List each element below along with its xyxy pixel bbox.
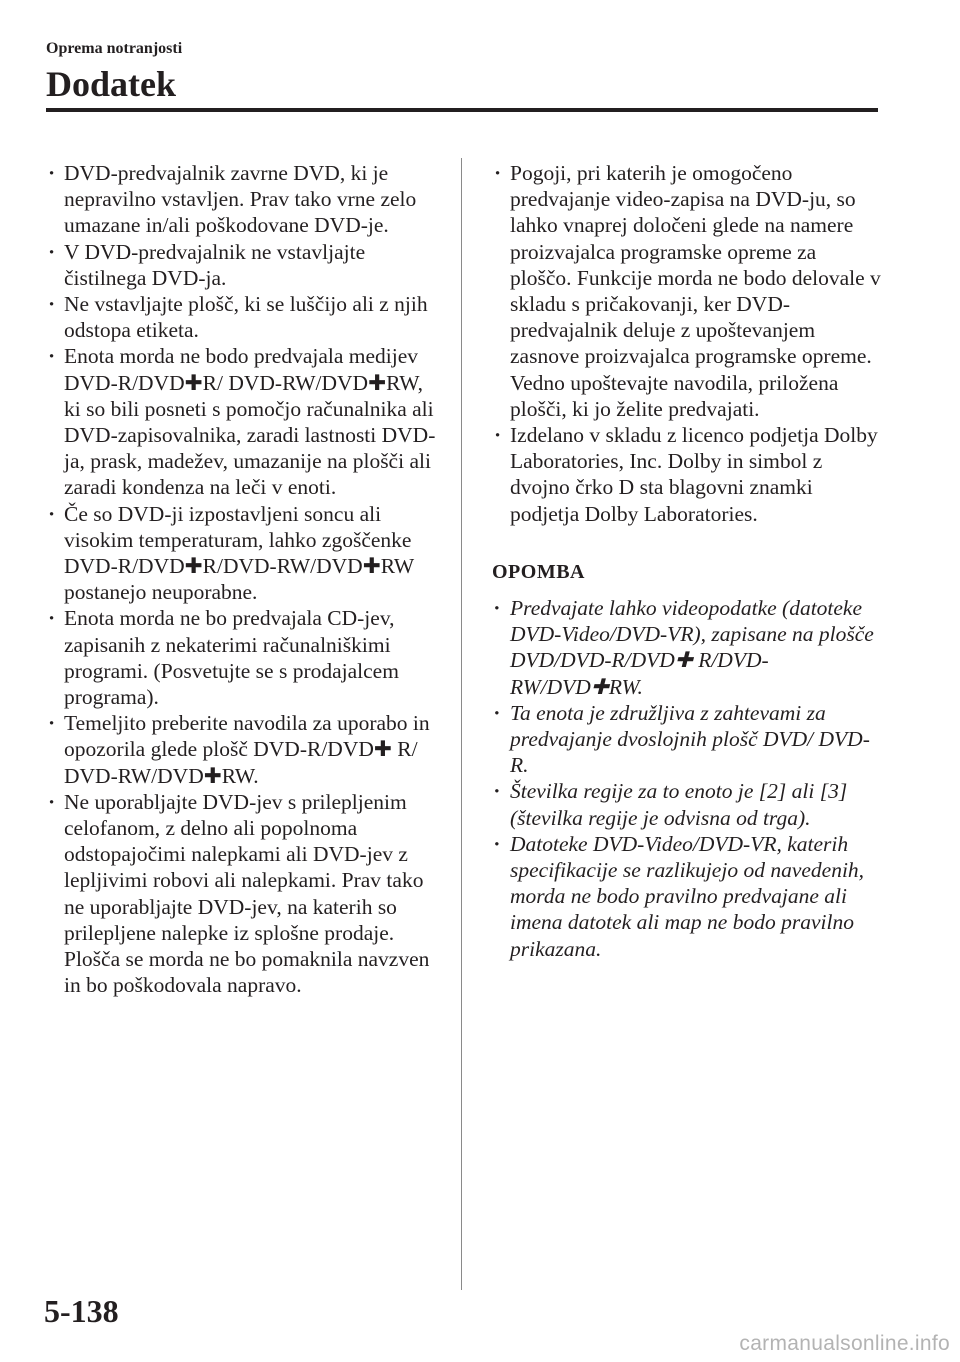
page-header — [46, 40, 878, 106]
note-list — [492, 595, 882, 962]
list-item: · Ne uporabljajte DVD-jev s prilepljenim celofanom, z delno ali popolnoma odstopajočimi nalepkami ali DVD-jev z lepljivimi robovi ali nalepkami. Prav tako ne uporabljajte DVD-jev, na katerih so prilepljene nalepke iz splošne prodaje. Plošča se morda ne bo pomaknila navzven in bo poškodovala napravo. — [46, 789, 442, 999]
left-bullet-list — [46, 160, 442, 999]
note-item: · Številka regije za to enoto je [2] ali [3] (številka regije je odvisna od trga). — [492, 778, 882, 830]
note-heading: OPOMBA — [492, 560, 585, 583]
list-item: · DVD-predvajalnik zavrne DVD, ki je nepravilno vstavljen. Prav tako vrne zelo umazane in/ali poškodovane DVD-je. — [46, 160, 442, 239]
list-item: · Pogoji, pri katerih je omogočeno predvajanje video-zapisa na DVD-ju, so lahko vnaprej določeni glede na namere proizvajalca programske opreme za ploščo. Funkcije morda ne bodo delovale v skladu s pričakovanji, ker DVD-predvajalnik deluje z upoštevanjem zasnove proizvajalca programske opreme. Vedno upoštevajte navodila, priložena plošči, ki jo želite predvajati. — [492, 160, 882, 422]
left-column — [46, 160, 442, 999]
watermark: carmanualsonline.info — [739, 1332, 950, 1355]
list-item: · Izdelano v skladu z licenco podjetja Dolby Laboratories, Inc. Dolby in simbol z dvojno črko D sta blagovni znamki podjetja Dolby Laboratories. — [492, 422, 882, 527]
note-item: · Datoteke DVD-Video/DVD-VR, katerih specifikacije se razlikujejo od navedenih, morda ne bodo pravilno predvajane ali imena datotek ali map ne bodo pravilno prikazana. — [492, 831, 882, 962]
list-item: · Ne vstavljajte plošč, ki se luščijo ali z njih odstopa etiketa. — [46, 291, 442, 343]
list-item: · V DVD-predvajalnik ne vstavljajte čistilnega DVD-ja. — [46, 239, 442, 291]
list-item: · Temeljito preberite navodila za uporabo in opozorila glede plošč DVD-R/DVD✚ R/ DVD-RW/DVD✚RW. — [46, 710, 442, 789]
right-column — [492, 160, 882, 962]
list-item: · Enota morda ne bo predvajala CD-jev, zapisanih z nekaterimi računalniškimi programi. (Posvetujte se s prodajalcem programa). — [46, 605, 442, 710]
page-title: Dodatek — [46, 64, 177, 104]
page-number: 5-138 — [44, 1293, 119, 1329]
column-divider — [461, 158, 462, 1290]
list-item: · Če so DVD-ji izpostavljeni soncu ali visokim temperaturam, lahko zgoščenke DVD-R/DVD✚R/DVD-RW/DVD✚RW postanejo neuporabne. — [46, 501, 442, 606]
note-item: · Predvajate lahko videopodatke (datoteke DVD-Video/DVD-VR), zapisane na plošče DVD/DVD-R/DVD✚ R/DVD-RW/DVD✚RW. — [492, 595, 882, 700]
header-divider — [46, 108, 878, 112]
section-label: Oprema notranjosti — [46, 40, 183, 57]
note-item: · Ta enota je združljiva z zahtevami za predvajanje dvoslojnih plošč DVD/ DVD-R. — [492, 700, 882, 779]
list-item: · Enota morda ne bodo predvajala medijev DVD-R/DVD✚R/ DVD-RW/DVD✚RW, ki so bili posneti s pomočjo računalnika ali DVD-zapisovalnika, zaradi lastnosti DVD-ja, prask, madežev, umazanije na plošči ali zaradi kondenza na leči v enoti. — [46, 343, 442, 500]
right-bullet-list — [492, 160, 882, 527]
